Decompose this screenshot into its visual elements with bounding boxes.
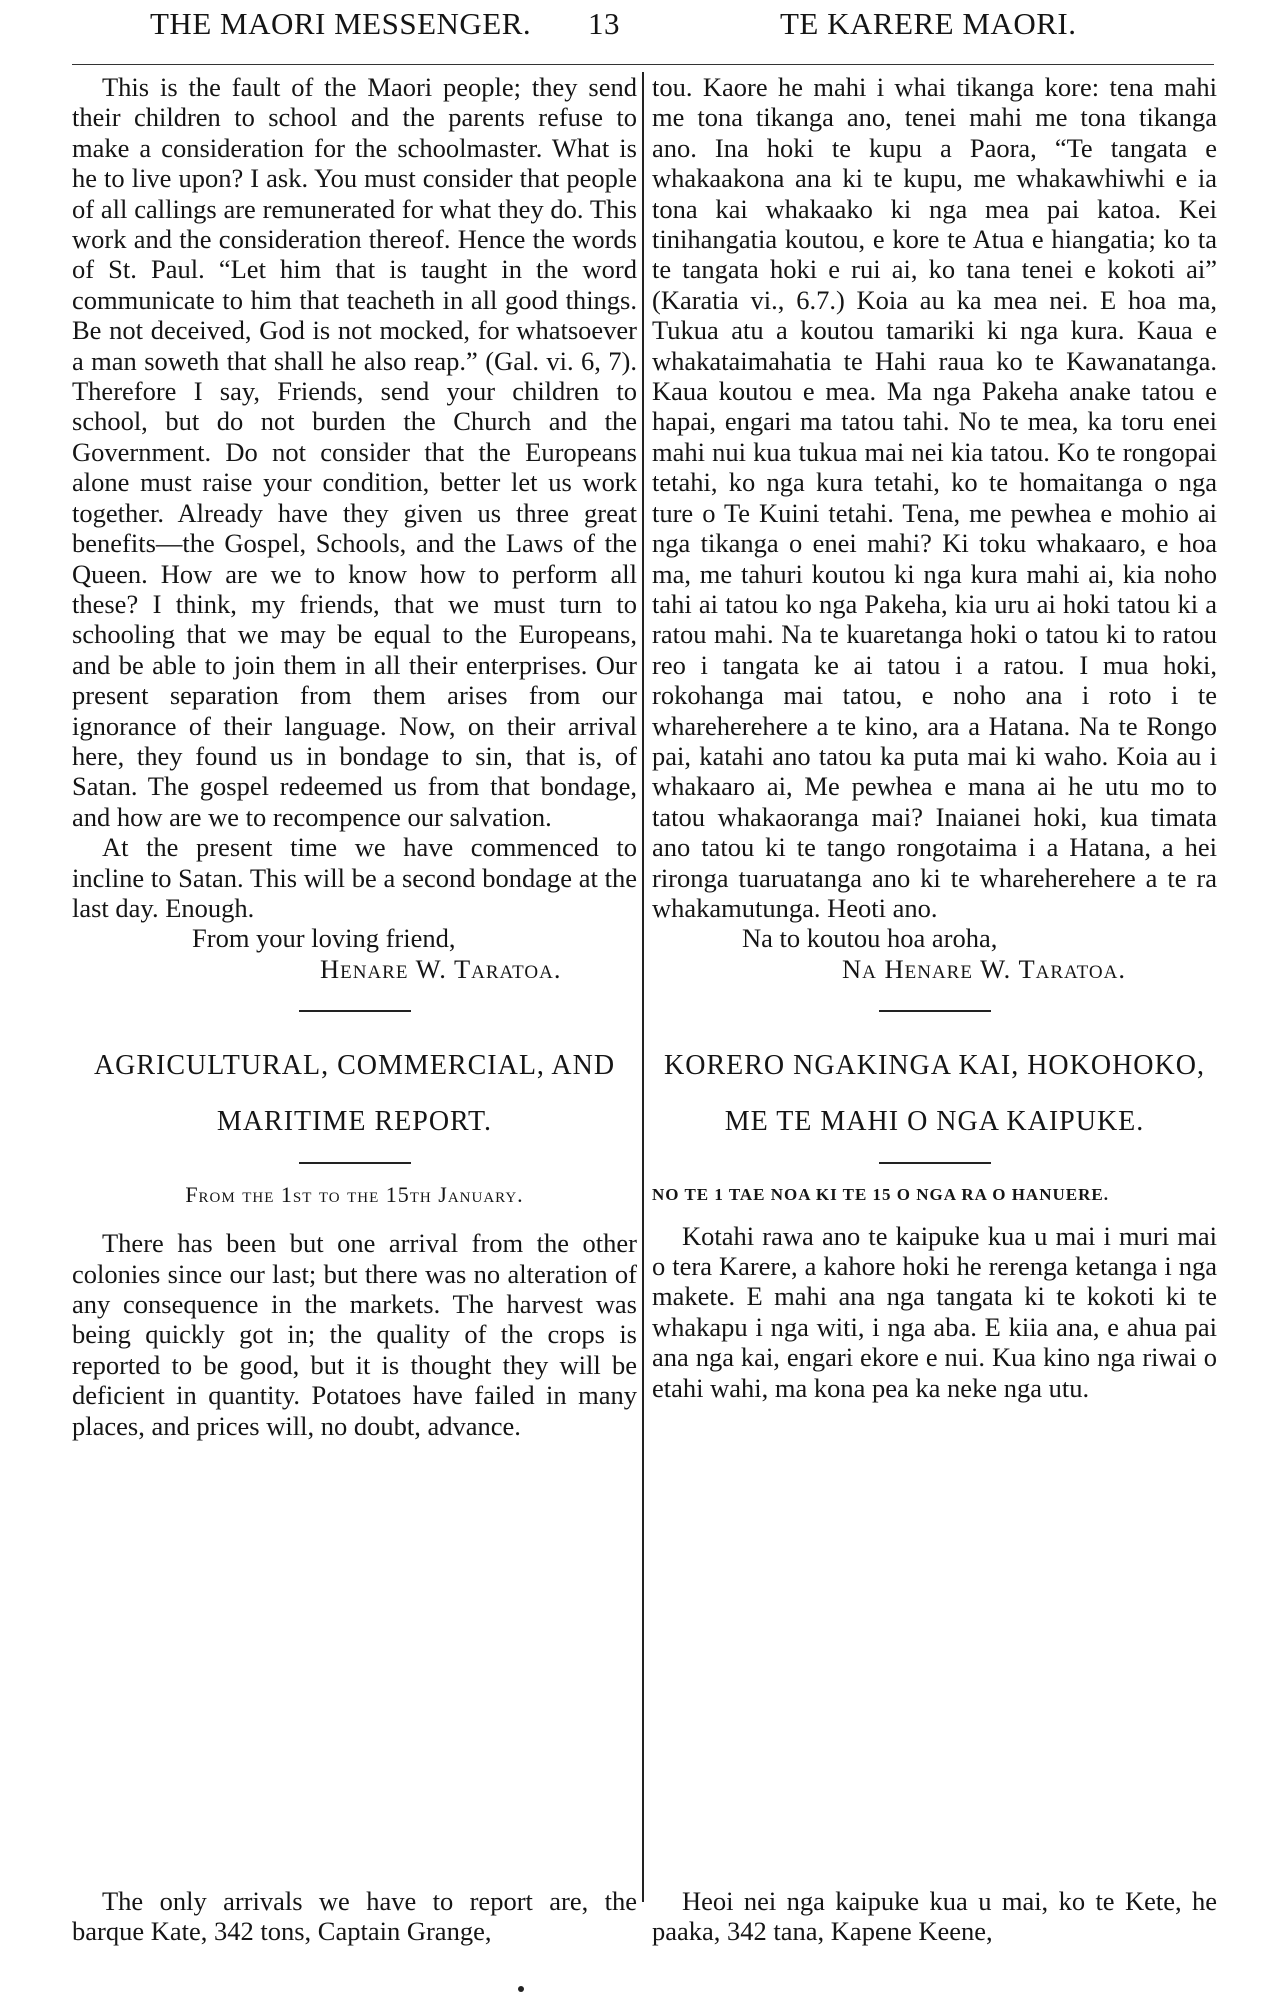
page-number: 13 xyxy=(588,6,620,41)
section-separator xyxy=(879,1010,991,1012)
report-title: AGRICULTURAL, COMMERCIAL, AND xyxy=(93,1050,616,1082)
signature-name: Na Henare W. Taratoa. xyxy=(842,953,1126,984)
section-separator xyxy=(879,1162,991,1164)
letter-paragraph: At the present time we have commenced to incline to Satan. This will be a second bondage at the last day. Enough. xyxy=(72,832,637,923)
signature-intro: Na to koutou hoa aroha, xyxy=(742,923,998,954)
report-body: There has been but one arrival from the other colonies since our last; but there was no alteration of any consequence in the markets. The harvest was being quickly got in; the quality of the crops is reported to be good, but it is thought they will be deficient in quantity. Potatoes have failed in many places, and prices will, no doubt, advance. xyxy=(72,1228,637,1441)
title-maori: TE KARERE MAORI. xyxy=(780,6,1077,41)
english-column xyxy=(72,72,637,1441)
letter-paragraph: tou. Kaore he mahi i whai tikanga kore: tena mahi me tona tikanga ano, tenei mahi me tona tikanga ano. Ina hoki te kupu a Paora, “Te tangata e whakaakona ana ki te kupu, me whakawhiwhi e ia tona kai whakaako ki nga mea pai katoa. Kei tinihangatia koutou, e kore te Atua e hiangatia; ko ta te tangata hoki e rui ai, ko tana tenei e kokoti ai” (Karatia vi., 6.7.) Koia au ka mea nei. E hoa ma, Tukua atu a koutou tamariki ki nga kura. Kaua e whakataimahatia te Hahi raua ko te Kawanatanga. Kaua koutou e mea. Ma nga Pakeha anake tatou e hapai, engari ma tatou tahi. No te mea, ka toru enei mahi nui kua tukua mai nei kia tatou. Ko te rongopai tetahi, ko nga kura tetahi, ko te homaitanga o nga ture o Te Kuini tetahi. Tena, me pewhea e mohio ai nga tikanga o enei mahi? Ki toku whakaaro, e hoa ma, me tahuri koutou ki nga kura mahi ai, kia noho tahi ai tatou ko nga Pakeha, kia uru ai hoki tatou ki a ratou mahi. Na te kuaretanga hoki o tatou ki to ratou reo i tangata ke ai tatou i a ratou. I mua hoki, rokohanga mai tatou, e noho ana i roto i te whareherehere a te kino, ara a Hatana. Na te Rongo pai, katahi ano tatou ka puta mai ki waho. Koia au i whakaaro ai, Me pewhea e mana ai he utu mo to tatou whakaoranga mai? Inaianei hoki, kua timata ano tatou ki te tango rongotaima i a Hatana, a hei rironga tuaruatanga ano ki te whareherehere a te ra whakamutunga. Heoti ano. xyxy=(652,72,1217,923)
ink-dot xyxy=(518,1986,524,1992)
report-subtitle: From the 1st to the 15th January. xyxy=(185,1182,524,1208)
report-subtitle: NO TE 1 TAE NOA KI TE 15 O NGA RA O HANUERE. xyxy=(652,1185,1109,1205)
report-title: MARITIME REPORT. xyxy=(216,1106,493,1138)
page-header xyxy=(0,0,1280,58)
arrivals-english xyxy=(72,1886,637,1947)
signature-intro: From your loving friend, xyxy=(192,923,456,954)
arrivals-text: Heoi nei nga kaipuke kua u mai, ko te Kete, he paaka, 342 tana, Kapene Keene, xyxy=(652,1886,1217,1947)
header-rule xyxy=(72,64,1214,65)
maori-column xyxy=(652,72,1217,1403)
section-separator xyxy=(299,1162,411,1164)
section-separator xyxy=(299,1010,411,1012)
arrivals-text: The only arrivals we have to report are, the barque Kate, 342 tons, Captain Grange, xyxy=(72,1886,637,1947)
report-body: Kotahi rawa ano te kaipuke kua u mai i muri mai o tera Karere, a kahore hoki he rerenga ketanga i nga makete. E mahi ana nga tangata ki te kokoti ki te whakapu i nga witi, i nga aba. E kiia ana, e ahua pai ana nga kai, engari ekore e nui. Kua kino nga riwai o etahi wahi, ma kona pea ka neke nga utu. xyxy=(652,1220,1217,1403)
arrivals-maori xyxy=(652,1886,1217,1947)
report-title: KORERO NGAKINGA KAI, HOKOHOKO, xyxy=(664,1050,1205,1082)
report-title: ME TE MAHI O NGA KAIPUKE. xyxy=(724,1106,1145,1138)
signature-name: Henare W. Taratoa. xyxy=(320,953,562,984)
column-rule xyxy=(642,72,644,1902)
title-english: THE MAORI MESSENGER. xyxy=(150,6,532,41)
letter-paragraph: This is the fault of the Maori people; they send their children to school and the parents refuse to make a consideration for the schoolmaster. What is he to live upon? I ask. You must consider that people of all callings are remunerated for what they do. This work and the consideration thereof. Hence the words of St. Paul. “Let him that is taught in the word communicate to him that teacheth in all good things. Be not deceived, God is not mocked, for whatsoever a man soweth that shall he also reap.” (Gal. vi. 6, 7). Therefore I say, Friends, send your children to school, but do not burden the Church and the Government. Do not consider that the Europeans alone must raise your condition, better let us work together. Already have they given us three great benefits—the Gospel, Schools, and the Laws of the Queen. How are we to know how to perform all these? I think, my friends, that we must turn to schooling that we may be equal to the Europeans, and be able to join them in all their enterprises. Our present separation from them arises from our ignorance of their language. Now, on their arrival here, they found us in bondage to sin, that is, of Satan. The gospel redeemed us from that bondage, and how are we to recompence our salvation. xyxy=(72,72,637,832)
